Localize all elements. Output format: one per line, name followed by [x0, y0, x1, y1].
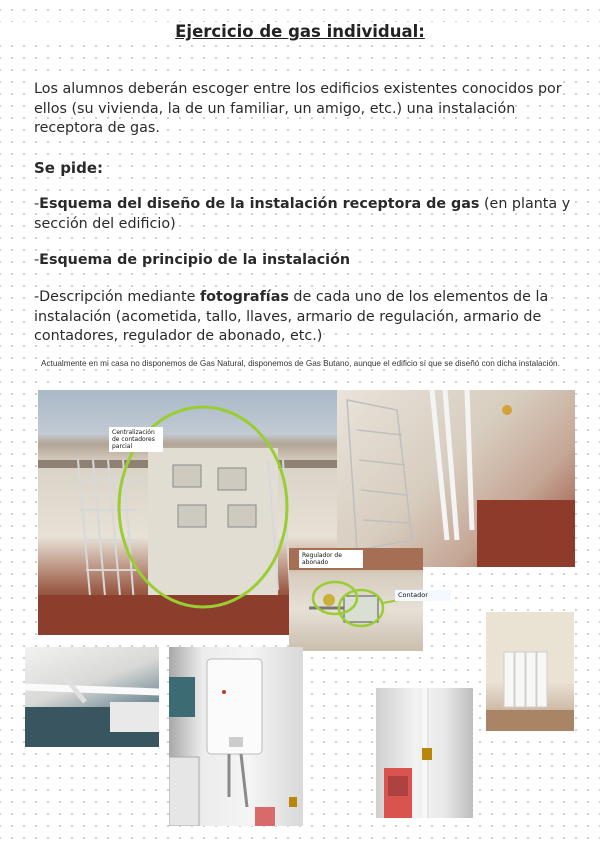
gas-pipe-photo — [25, 647, 159, 747]
callout-contador: Contador — [395, 590, 451, 601]
requirement-photo-description: -Descripción mediante fotografías de cada uno de los elementos de la instalación (acometida, tallo, llaves, armario de regulación, armario de contadores, regulador de abonado, etc.) — [34, 289, 549, 344]
water-heater-photo — [169, 647, 303, 826]
requirement-design-scheme: -Esquema del diseño de la instalación receptora de gas (en planta y sección del edificio) — [34, 196, 571, 232]
se-pide-heading: Se pide: — [34, 159, 103, 177]
callout-centralizacion: Centralización de contadores parcial — [109, 427, 163, 452]
page-title: Ejercicio de gas individual: — [0, 22, 600, 41]
pipes-corner-photo — [337, 390, 575, 567]
radiator-photo — [486, 612, 574, 731]
student-note: Actualmente en mi casa no disponemos de Gas Natural, disponemos de Gas Butano, aunque el edificio sí que se diseñó con dicha instalación. — [41, 359, 560, 368]
callout-regulador: Regulador de abonado — [299, 550, 363, 568]
gas-tap-photo — [376, 688, 473, 818]
requirement-principle-scheme: -Esquema de principio de la instalación — [34, 252, 351, 268]
intro-paragraph: Los alumnos deberán escoger entre los edificios existentes conocidos por ellos (su vivienda, la de un familiar, un amigo, etc.) una instalación receptora de gas. — [34, 81, 562, 136]
